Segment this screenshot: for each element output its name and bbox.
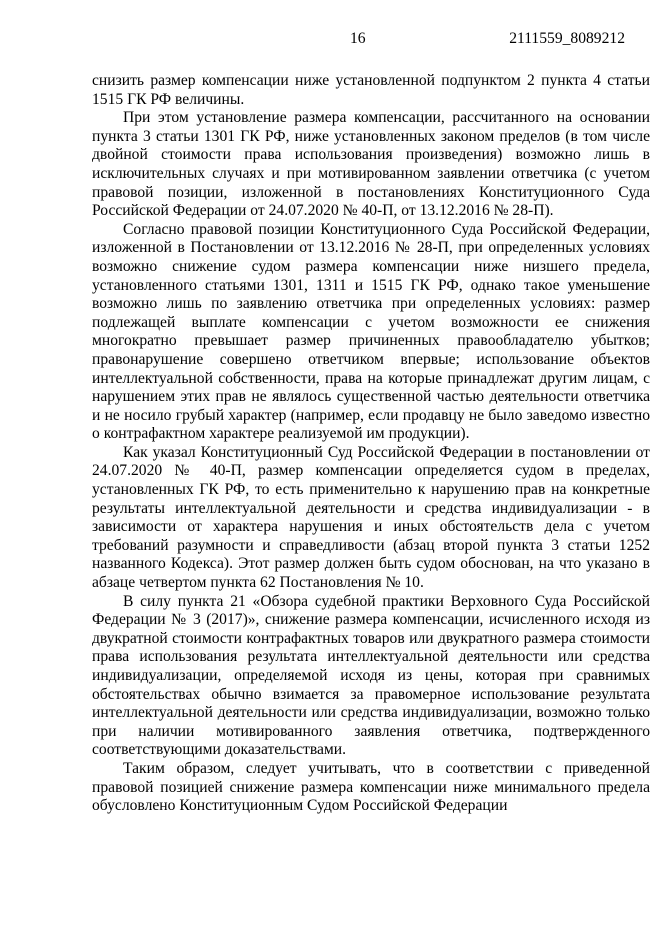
body-paragraph: При этом установление размера компенсации, рассчитанного на основании пункта 3 статьи 1301 ГК РФ, ниже установленных законом пределов (в том числе двойной стоимости права использования произведения) возможно лишь в исключительных случаях и при мотивированном заявлении ответчика (с учетом правовой позиции, изложенной в постановлениях Конституционного Суда Российской Федерации от 24.07.2020 № 40-П, от 13.12.2016 № 28-П).	[92, 109, 650, 220]
page-number: 16	[350, 30, 366, 47]
body-paragraph: Согласно правовой позиции Конституционного Суда Российской Федерации, изложенной в Постановлении от 13.12.2016 № 28-П, при определенных условиях возможно снижение судом размера компенсации ниже низшего предела, установленного статьями 1301, 1311 и 1515 ГК РФ, однако такое уменьшение возможно лишь по заявлению ответчика при определенных условиях: размер подлежащей выплате компенсации с учетом возможности ее снижения многократно превышает размер причиненных правообладателю убытков; правонарушение совершено ответчиком впервые; использование объектов интеллектуальной собственности, права на которые принадлежат другим лицам, с нарушением этих прав не являлось существенной частью деятельности ответчика и не носило грубый характер (например, если продавцу не было заведомо известно о контрафактном характере реализуемой им продукции).	[92, 220, 650, 443]
body-paragraph: Как указал Конституционный Суд Российской Федерации в постановлении от 24.07.2020 № 40-П, размер компенсации определяется судом в пределах, установленных ГК РФ, то есть применительно к нарушению прав на конкретные результаты интеллектуальной деятельности и средства индивидуализации - в зависимости от характера нарушения и иных обстоятельств дела с учетом требований разумности и справедливости (абзац второй пункта 3 статьи 1252 названного Кодекса). Этот размер должен быть судом обоснован, на что указано в абзаце четвертом пункта 62 Постановления № 10.	[92, 443, 650, 592]
body-paragraph: В силу пункта 21 «Обзора судебной практики Верховного Суда Российской Федерации № 3 (2017)», снижение размера компенсации, исчисленного исходя из двукратной стоимости контрафактных товаров или двукратного размера стоимости права использования результата интеллектуальной деятельности или средства индивидуализации, определяемой исходя из цены, которая при сравнимых обстоятельствах обычно взимается за правомерное использование результата интеллектуальной деятельности или средства индивидуализации, возможно только при наличии мотивированного заявления ответчика, подтвержденного соответствующими доказательствами.	[92, 592, 650, 759]
document-body	[92, 72, 650, 816]
page-header	[0, 30, 667, 50]
body-paragraph-continuation: снизить размер компенсации ниже установленной подпунктом 2 пункта 4 статьи 1515 ГК РФ величины.	[92, 72, 650, 108]
document-id: 2111559_8089212	[509, 30, 625, 47]
body-paragraph: Таким образом, следует учитывать, что в соответствии с приведенной правовой позицией снижение размера компенсации ниже минимального предела обусловлено Конституционным Судом Российской Федерации	[92, 759, 650, 815]
